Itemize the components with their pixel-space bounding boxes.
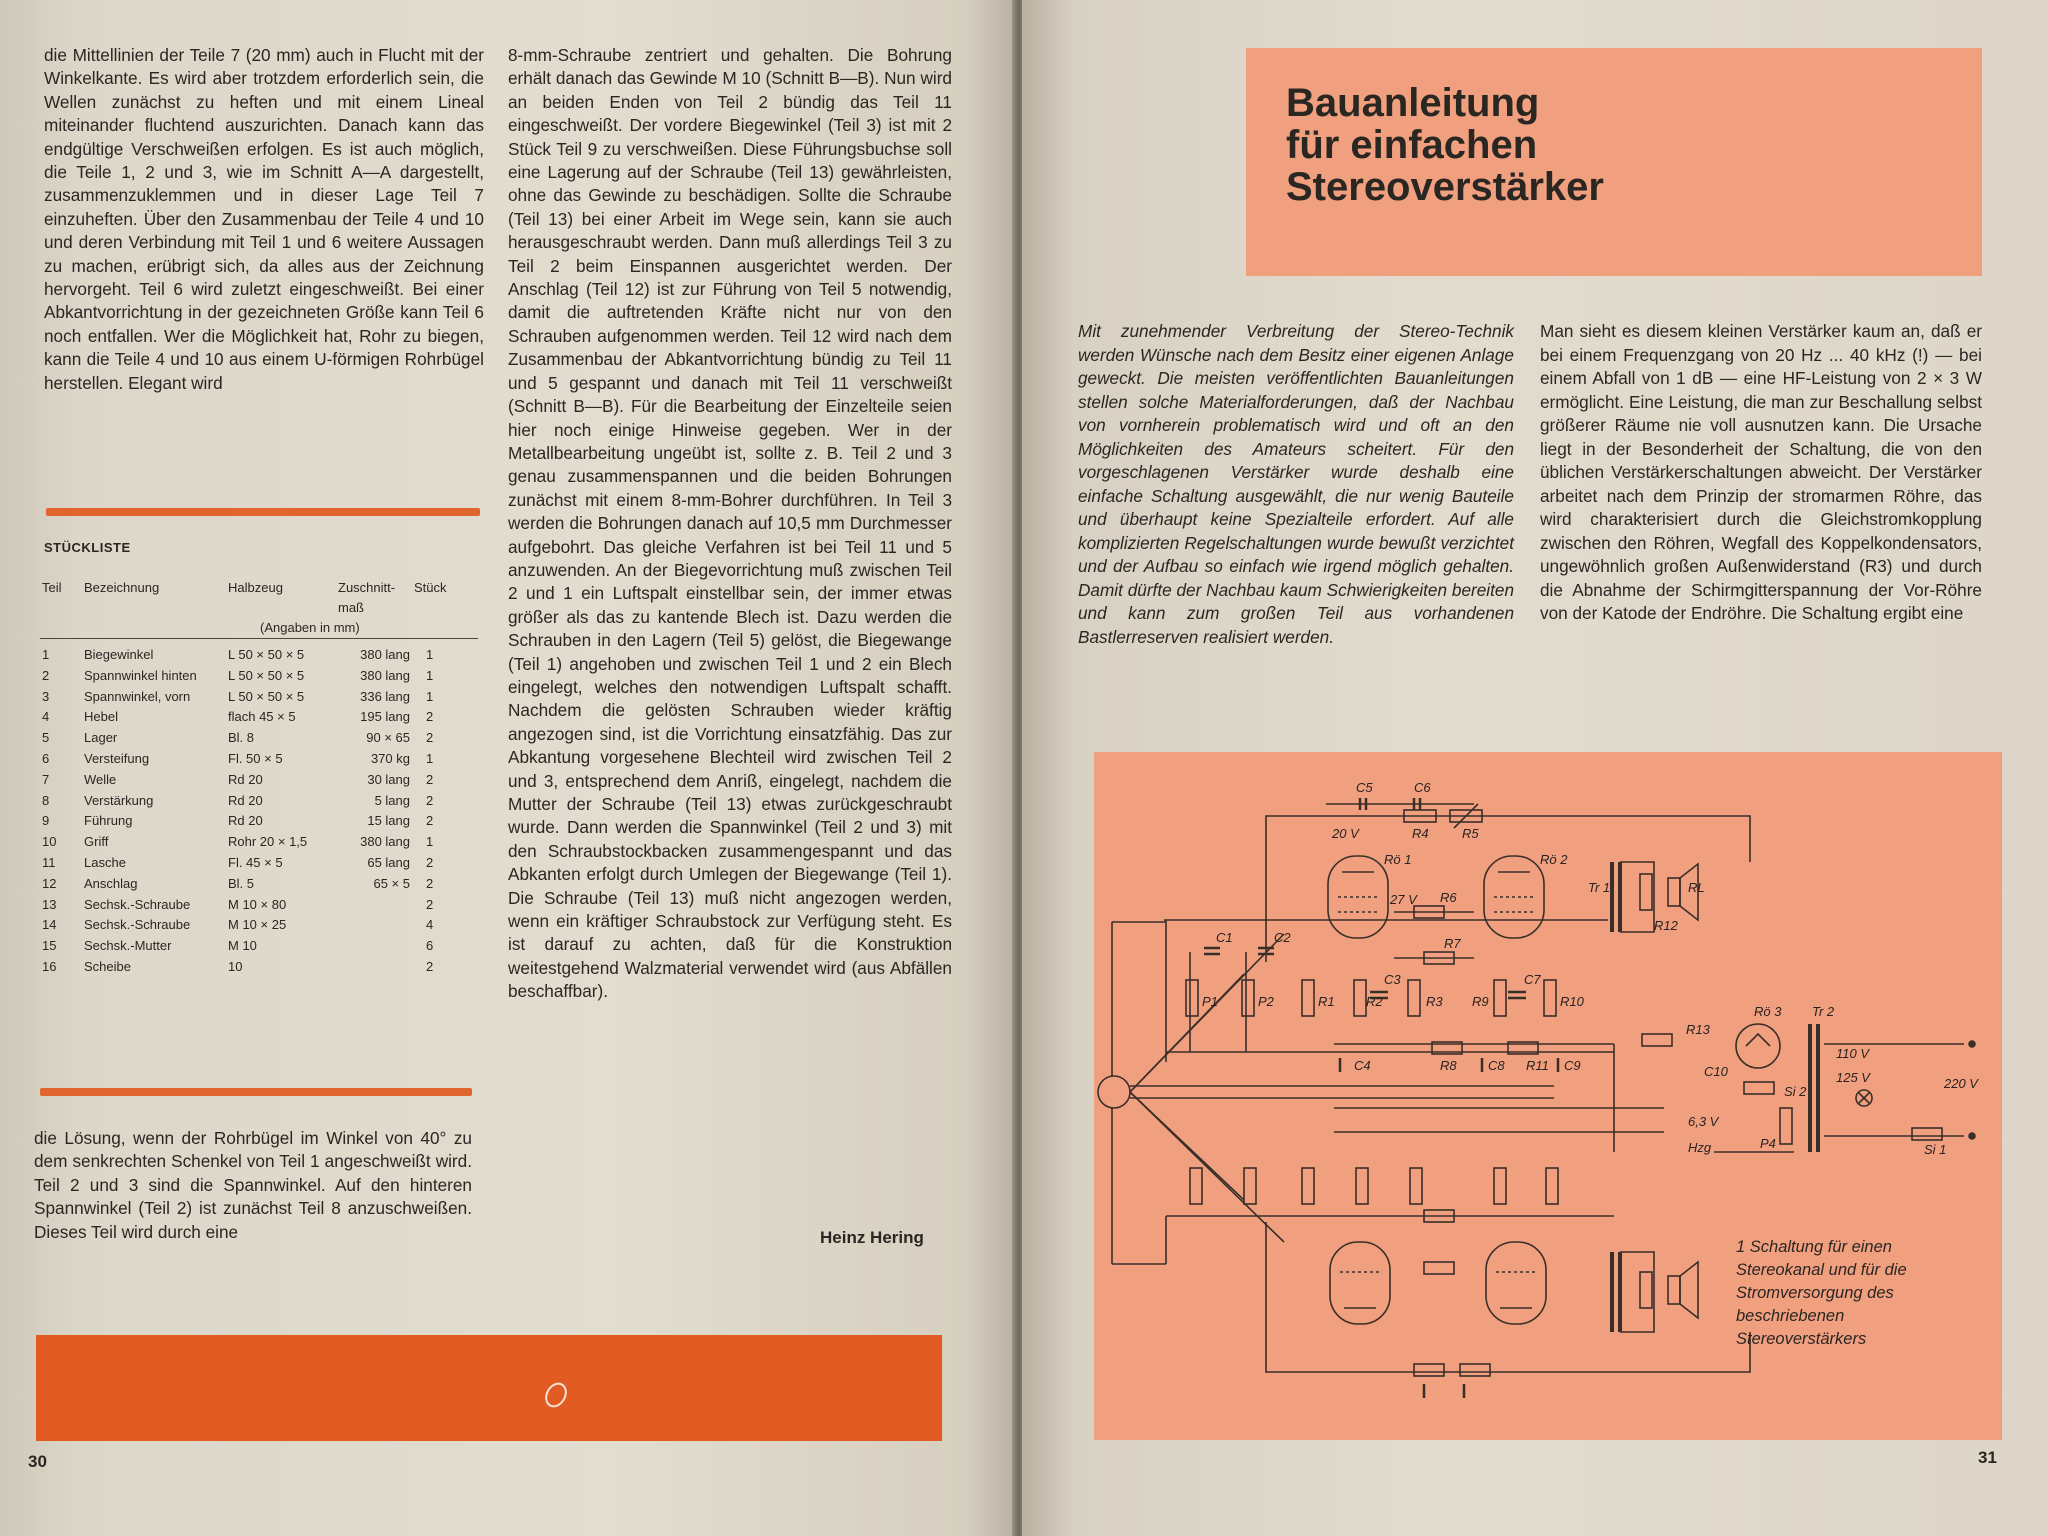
page-number-right: 31 [1978,1448,1997,1467]
table-cell: flach 45 × 5 [228,709,296,725]
label-r2: R2 [1366,994,1383,1009]
table-cell: 15 [42,938,57,954]
table-row [40,874,478,895]
resistor-lower-7 [1424,1262,1454,1274]
label-r10: R10 [1560,994,1584,1009]
resistor-lower-2 [1356,1168,1368,1204]
potentiometer-p4 [1780,1108,1792,1144]
table-cell: 1 [426,688,434,704]
table-cell: 380 lang [360,667,410,683]
wire [1620,862,1654,932]
table-cell: Rd 20 [228,792,263,808]
resistor-r12 [1640,874,1652,910]
orange-divider-bottom [40,1088,472,1096]
label-20v: 20 V [1332,826,1359,841]
table-cell: 90 × 65 [366,730,410,746]
label-c4: C4 [1354,1058,1371,1073]
table-cell: Bl. 8 [228,730,255,746]
table-cell: 336 lang [360,688,410,704]
resistor-r9 [1494,980,1506,1016]
potentiometer-p2 [1242,980,1254,1016]
table-row [40,895,478,916]
table-cell: 65 × 5 [373,875,410,891]
table-cell: Griff [84,834,109,850]
label-r13: R13 [1686,1022,1710,1037]
table-cell: 3 [42,688,50,704]
tube-lower-2 [1486,1242,1546,1324]
table-cell: 370 kg [370,750,410,766]
resistor-r2 [1354,980,1366,1016]
table-cell: 1 [426,647,434,662]
table-cell: Spannwinkel hinten [84,667,197,683]
label-125v: 125 V [1836,1070,1870,1085]
label-hzg: Hzg [1688,1140,1712,1155]
table-row [40,915,478,936]
fuse-si1 [1912,1128,1942,1140]
label-r11: R11 [1526,1058,1549,1073]
label-p1: P1 [1202,994,1218,1009]
table-row [40,791,478,812]
resistor-r3 [1408,980,1420,1016]
table-cell: 30 lang [367,771,410,787]
parts-table-body [40,645,478,978]
table-cell: L 50 × 50 × 5 [228,667,305,683]
table-cell: 5 lang [374,792,410,808]
label-c1: C1 [1216,930,1233,945]
table-cell: 195 lang [360,709,410,725]
table-cell: Rd 20 [228,813,263,829]
label-r8: R8 [1440,1058,1457,1073]
label-27v: 27 V [1390,892,1417,907]
label-r6: R6 [1440,890,1457,905]
table-cell: 2 [426,709,434,725]
table-row [40,832,478,853]
table-cell: 13 [42,896,57,912]
tube-lower-1 [1330,1242,1390,1324]
left-page [0,0,1016,1536]
mains-terminal-icon [1969,1041,1975,1047]
table-row [40,687,478,708]
table-cell: Fl. 50 × 5 [228,750,283,766]
figure-caption: 1 Schaltung für einen Stereokanal und für die Stromversorgung des beschriebenen Stereoverstärkers [1736,1238,1907,1348]
table-cell: 16 [42,958,57,974]
table-cell: 14 [42,917,57,933]
table-cell: M 10 × 25 [228,917,287,933]
table-cell: 2 [426,730,434,746]
label-ro2: Rö 2 [1540,852,1568,867]
page-number-left: 30 [28,1452,47,1471]
table-cell: Versteifung [84,750,150,766]
speaker-lower-icon [1680,1262,1698,1318]
author-name: Heinz Hering [820,1228,924,1247]
table-cell: Sechsk.-Mutter [84,938,172,954]
intro-text: Mit zunehmender Verbreitung der Stereo-Technik werden Wünsche nach dem Besitz einer eigenen Anlage geweckt. Die meisten veröffentlichten Bauanleitungen stellen solche Materialforderungen, daß der Nachbau von vornherein problematisch wird und oft an den Möglichkeiten des Amateurs scheitert. Für den vorgeschlagenen Verstärker wurde deshalb eine einfache Schaltung ausgewählt, die nur wenig Bauteile und überhaupt keine Spezialteile erfordert. Auf alle komplizierten Regelschaltungen wurde bewußt verzichtet und der Aufbau so einfach wie irgend möglich gehalten. Damit dürfte der Nachbau kaum Schwierigkeiten bereiten und kann zum großen Teil aus vorhandenen Bastlerreserven realisiert werden. [1078,321,1514,647]
title-line-1: Bauanleitung [1286,81,1540,125]
label-r12: R12 [1654,918,1678,933]
label-c10: C10 [1704,1064,1728,1079]
table-row [40,728,478,749]
parts-list-title: STÜCKLISTE [44,540,131,555]
article-title [1286,82,1604,208]
table-row [40,853,478,874]
speaker-lower-icon [1668,1276,1680,1304]
table-row [40,770,478,791]
table-cell: 9 [42,813,50,829]
resistor-lower-1 [1302,1168,1314,1204]
table-cell: L 50 × 50 × 5 [228,647,305,662]
table-cell: Bl. 5 [228,875,255,891]
table-cell: Fl. 45 × 5 [228,854,283,870]
label-c9: C9 [1564,1058,1581,1073]
label-c2: C2 [1274,930,1291,945]
table-cell: 15 lang [367,813,410,829]
table-row [40,811,478,832]
resistor-lower-5 [1546,1168,1558,1204]
table-cell [336,957,412,978]
label-p2: P2 [1258,994,1274,1009]
rectifier-tube-ro3 [1736,1024,1780,1068]
label-220v: 220 V [1944,1076,1978,1091]
label-tr2: Tr 2 [1812,1004,1835,1019]
left-column-bottom-text: die Lösung, wenn der Rohrbügel im Winkel von 40° zu dem senkrechten Schenkel von Teil 1 angeschweißt wird. Teil 2 und 3 sind die Spannwinkel. Auf den hinteren Spannwinkel (Teil 2) ist zunächst Teil 8 anzuschweißen. Dieses Teil wird durch eine [34,1128,472,1242]
label-c3: C3 [1384,972,1401,987]
table-cell: Sechsk.-Schraube [84,896,191,912]
table-cell: 2 [426,854,434,870]
resistor-lower-4 [1494,1168,1506,1204]
table-cell: 4 [426,917,434,933]
table-cell: 380 lang [360,647,410,662]
label-r5: R5 [1462,826,1479,841]
table-cell: 1 [426,750,434,766]
orange-divider-top [46,508,480,516]
parts-header-stueck: Stück [414,580,447,595]
table-row [40,936,478,957]
resistor-r1 [1302,980,1314,1016]
parts-header-teil: Teil [42,580,62,595]
table-cell: Sechsk.-Schraube [84,917,191,933]
wire [1620,1252,1654,1332]
table-cell: 12 [42,875,57,891]
table-cell: 2 [426,771,434,787]
table-cell: 2 [426,896,434,912]
table-row [40,707,478,728]
table-cell: 10 [42,834,57,850]
table-cell: Spannwinkel, vorn [84,688,191,704]
table-cell: 2 [426,813,434,829]
resistor-r13 [1642,1034,1672,1046]
table-cell: Hebel [84,709,118,725]
label-r4: R4 [1412,826,1429,841]
potentiometer-lower-1 [1190,1168,1202,1204]
label-ro3: Rö 3 [1754,1004,1782,1019]
label-r9: R9 [1472,994,1489,1009]
table-cell: 11 [42,854,56,870]
label-r1: R1 [1318,994,1335,1009]
table-row [40,666,478,687]
label-110v: 110 V [1836,1046,1870,1061]
parts-units-note: (Angaben in mm) [260,620,360,635]
potentiometer-p1 [1186,980,1198,1016]
table-cell: 4 [42,709,50,725]
orange-footer-band [36,1335,942,1441]
table-cell: Biegewinkel [84,647,154,662]
parts-header-bezeichnung: Bezeichnung [84,580,160,595]
table-row [40,749,478,770]
table-cell: Verstärkung [84,792,154,808]
table-cell: 2 [426,875,434,891]
table-cell: 2 [42,667,50,683]
label-c8: C8 [1488,1058,1505,1073]
table-cell: Lasche [84,854,126,870]
table-cell: Lager [84,730,118,746]
resistor-lower-9 [1414,1364,1444,1376]
table-cell: Führung [84,813,133,829]
title-line-3: Stereoverstärker [1286,165,1604,209]
table-cell [336,915,412,936]
title-line-2: für einfachen [1286,123,1538,167]
label-r3: R3 [1426,994,1443,1009]
label-ro1: Rö 1 [1384,852,1412,867]
table-cell: 2 [426,792,434,808]
wire [1130,974,1244,1092]
table-cell: 65 lang [367,854,410,870]
table-cell: 380 lang [360,834,410,850]
label-rl: RL [1688,880,1705,895]
wire [1130,1092,1244,1200]
table-cell: 1 [426,834,434,850]
mains-terminal-icon [1969,1133,1975,1139]
table-cell: 7 [42,771,50,787]
middle-column-text: 8-mm-Schraube zentriert und gehalten. Die Bohrung erhält danach das Gewinde M 10 (Schnitt B—B). Nun wird an beiden Enden von Teil 2 bündig das Teil 11 eingeschweißt. Der vordere Biegewinkel (Teil 3) ist mit 2 Stück Teil 9 zu verschweißen. Diese Führungsbuchse soll eine Lagerung auf der Schraube (Teil 13) gewährleisten, ohne das Gewinde zu beschädigen. Sollte die Schraube (Teil 13) bei einer Arbeit im Wege sein, kann sie auch herausgeschraubt werden. Dann muß allerdings Teil 3 zu Teil 2 beim Einspannen ausgerichtet werden. Der Anschlag (Teil 12) ist zur Führung von Teil 5 notwendig, damit die auftretenden Kräfte nicht nur von den Schrauben aufgenommen werden. Teil 12 wird nach dem Zusammenbau der Abkantvorrichtung bündig zu Teil 11 und 5 gespannt und danach mit Teil 11 verschweißt (Schnitt B—B). Für die Bearbeitung der Einzelteile seien hier noch einige Hinweise gegeben. Wer in der Metallbearbeitung ungeübt ist, sollte z. B. Teil 2 und 3 genau zusammenspannen und die beiden Bohrungen zunächst mit einem 8-mm-Bohrer durchführen. In Teil 3 werden die Bohrungen danach auf 10,5 mm Durchmesser aufgebohrt. Das gleiche Verfahren ist bei Teil 11 und 5 anzuwenden. An der Biegevorrichtung muß zwischen Teil 2 und 1 ein Luftspalt einstellbar sein, der immer etwas größer als das zu kantende Blech ist. Dazu werden die Schrauben in den Lagern (Teil 5) gelöst, die Biegewange (Teil 1) angehoben und zwischen Teil 1 und 2 ein Blech eingelegt, welches den notwendigen Luftspalt schafft. Nachdem die gelösten Schrauben wieder kräftig angezogen sind, ist die Vorrichtung einsatzfähig. Das zur Abkantung vorgesehene Blechteil wird zwischen Teil 2 und 3, entsprechend dem Anriß, eingelegt, nachdem die Mutter der Schraube (Teil 13) etwas zurückgeschraubt wurde. Dann werden die Spannwinkel (Teil 2 und 3) mit den Schraubstockbacken zusammengespannt und das Abkanten erfolgt durch Umlegen der Biegewange (Teil 1). Die Schraube (Teil 13) muß nicht angezogen werden, wenn ein kräftiger Schraubstock zur Verfügung steht. Es ist darauf zu achten, daß für die Konstruktion weitestgehend Walzmaterial verwendet wird (aus Abfällen beschaffbar). [508,45,952,1002]
label-si2: Si 2 [1784,1084,1807,1099]
table-cell [336,895,412,916]
table-cell: Scheibe [84,958,131,974]
speaker-icon [1668,878,1680,906]
table-cell: 2 [426,958,434,974]
table-cell: 1 [426,667,434,683]
resistor-r10 [1544,980,1556,1016]
label-63v: 6,3 V [1688,1114,1719,1129]
potentiometer-lower-2 [1244,1168,1256,1204]
table-cell: 5 [42,730,50,746]
parts-header-halbzeug: Halbzeug [228,580,283,595]
label-c6: C6 [1414,780,1431,795]
resistor-lower-3 [1410,1168,1422,1204]
table-cell: M 10 × 80 [228,896,287,912]
table-cell: Rd 20 [228,771,263,787]
wire [1266,1222,1750,1372]
table-cell: 1 [42,647,50,662]
input-jack-icon [1098,1076,1130,1108]
tube-element [1746,1034,1770,1046]
label-r7: R7 [1444,936,1461,951]
table-cell: L 50 × 50 × 5 [228,688,305,704]
label-si1: Si 1 [1924,1142,1947,1157]
resistor-lower-8 [1640,1272,1652,1308]
table-cell [336,936,412,957]
parts-header-zuschnitt: Zuschnitt-maß [338,580,396,615]
table-cell: 6 [42,750,50,766]
table-cell: 8 [42,792,50,808]
table-row [40,957,478,978]
table-cell: Rohr 20 × 1,5 [228,834,308,850]
table-cell: 10 [228,958,243,974]
parts-table [40,578,478,978]
label-p4: P4 [1760,1136,1776,1151]
left-column-text: die Mittellinien der Teile 7 (20 mm) auch in Flucht mit der Winkelkante. Es wird aber trotzdem erforderlich sein, die Wellen zunächst zu heften und mit einem Lineal miteinander fluchtend auszurichten. Danach kann das endgültige Verschweißen erfolgen. Es ist auch möglich, die Teile 1, 2 und 3, wie im Schnitt A—A dargestellt, zusammenzuklemmen und in dieser Lage Teil 7 einzuheften. Über den Zusammenbau der Teile 4 und 10 und deren Verbindung mit Teil 1 und 6 weitere Aussagen zu machen, erübrigt sich, da alles aus der Zeichnung hervorgeht. Teil 6 wird zuletzt eingeschweißt. Bei einer Abkantvorrichtung in der gezeichneten Größe kann Teil 6 noch entfallen. Wer die Möglichkeit hat, Rohr zu biegen, kann die Teile 4 und 10 aus einem U-förmigen Rohrbügel herstellen. Elegant wird [44,45,484,393]
right-column-text: Man sieht es diesem kleinen Verstärker kaum an, daß er bei einem Frequenzgang von 20 Hz ... 40 kHz (!) — bei einem Abfall von 1 dB — eine HF-Leistung von 2 × 3 W ermöglicht. Eine Leistung, die man zur Beschallung selbst größerer Räume nie voll ausnutzen kann. Die Ursache liegt in der Besonderheit der Schaltung, die von den üblichen Verstärkerschaltungen abweicht. Der Verstärker arbeitet nach dem Prinzip der stromarmen Röhre, das wird charakterisiert durch die Gleichstromkopplung zwischen den Röhren, Wegfall des Koppelkondensators, ungewöhnlich großen Außenwiderstand (R3) und durch die Abnahme der Schirmgitterspannung der Vor-Röhre von der Katode der Endröhre. Die Schaltung ergibt eine [1540,321,1982,623]
table-cell: 6 [426,938,434,954]
table-row [40,645,478,666]
table-cell: M 10 [228,938,257,954]
label-c5: C5 [1356,780,1373,795]
label-c7: C7 [1524,972,1541,987]
table-cell: Welle [84,771,117,787]
label-tr1: Tr 1 [1588,880,1611,895]
table-cell: Anschlag [84,875,138,891]
fuse-si2 [1744,1082,1774,1094]
resistor-lower-10 [1460,1364,1490,1376]
